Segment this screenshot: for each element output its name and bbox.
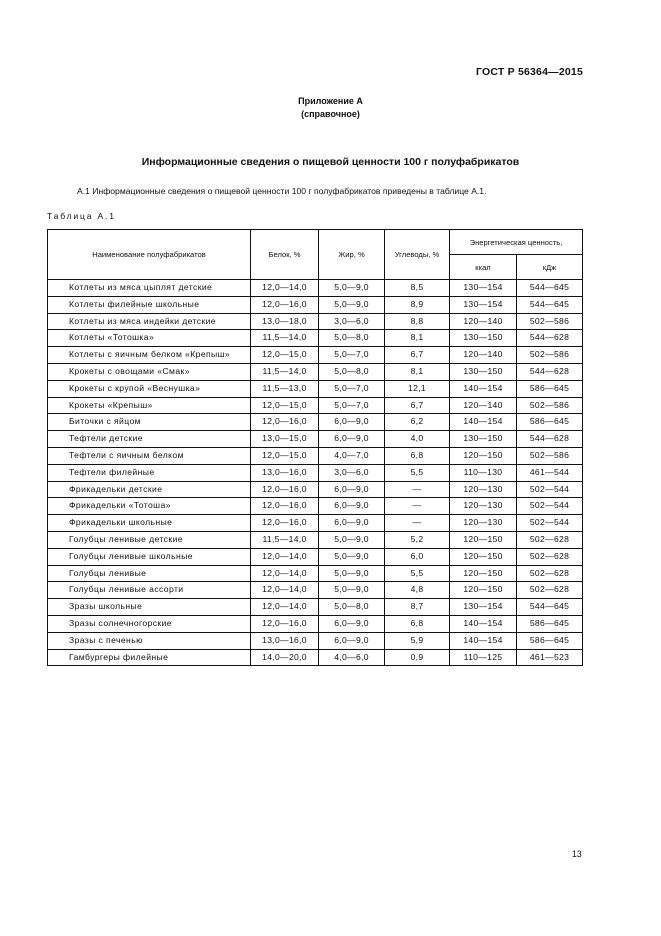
kcal-cell: 130—154 bbox=[450, 280, 517, 297]
table-row bbox=[48, 565, 583, 582]
kj-cell: 544—645 bbox=[517, 280, 583, 297]
product-name: Голубцы ленивые bbox=[48, 565, 251, 582]
fat-cell: 4,0—7,0 bbox=[319, 447, 385, 464]
product-name: Тефтели с яичным белком bbox=[48, 447, 251, 464]
carbs-cell: 6,8 bbox=[385, 615, 450, 632]
fat-cell: 5,0—9,0 bbox=[319, 280, 385, 297]
fat-cell: 5,0—7,0 bbox=[319, 380, 385, 397]
fat-cell: 6,0—9,0 bbox=[319, 481, 385, 498]
kj-cell: 586—645 bbox=[517, 615, 583, 632]
carbs-cell: 6,8 bbox=[385, 447, 450, 464]
protein-cell: 13,0—15,0 bbox=[251, 431, 319, 448]
kj-cell: 586—645 bbox=[517, 414, 583, 431]
header-energy: Энергетическая ценность, bbox=[450, 230, 583, 255]
table-body bbox=[48, 280, 583, 666]
protein-cell: 12,0—14,0 bbox=[251, 582, 319, 599]
table-row bbox=[48, 582, 583, 599]
kj-cell: 544—628 bbox=[517, 330, 583, 347]
kj-cell: 461—523 bbox=[517, 649, 583, 666]
protein-cell: 12,0—14,0 bbox=[251, 599, 319, 616]
product-name: Биточки с яйцом bbox=[48, 414, 251, 431]
header-kj: кДж bbox=[517, 255, 583, 280]
product-name: Зразы школьные bbox=[48, 599, 251, 616]
table-row bbox=[48, 464, 583, 481]
kcal-cell: 120—150 bbox=[450, 447, 517, 464]
product-name: Фрикадельки «Тотоша» bbox=[48, 498, 251, 515]
fat-cell: 5,0—9,0 bbox=[319, 548, 385, 565]
kj-cell: 502—586 bbox=[517, 347, 583, 364]
table-row bbox=[48, 414, 583, 431]
product-name: Зразы с печенью bbox=[48, 632, 251, 649]
product-name: Котлеты с яичным белком «Крепыш» bbox=[48, 347, 251, 364]
kcal-cell: 130—150 bbox=[450, 330, 517, 347]
carbs-cell: 4,8 bbox=[385, 582, 450, 599]
page-number: 13 bbox=[572, 849, 582, 859]
carbs-cell: 6,0 bbox=[385, 548, 450, 565]
product-name: Котлеты «Тотошка» bbox=[48, 330, 251, 347]
table-row bbox=[48, 431, 583, 448]
header-fat: Жир, % bbox=[319, 230, 385, 280]
header-carbs: Углеводы, % bbox=[385, 230, 450, 280]
kcal-cell: 110—130 bbox=[450, 464, 517, 481]
kj-cell: 502—586 bbox=[517, 313, 583, 330]
appendix-title: Приложение А bbox=[298, 96, 363, 106]
fat-cell: 6,0—9,0 bbox=[319, 515, 385, 532]
carbs-cell: 6,7 bbox=[385, 397, 450, 414]
table-row bbox=[48, 380, 583, 397]
kj-cell: 502—628 bbox=[517, 548, 583, 565]
section-title: Информационные сведения о пищевой ценности 100 г полуфабрикатов bbox=[141, 156, 520, 168]
fat-cell: 5,0—9,0 bbox=[319, 531, 385, 548]
table-row bbox=[48, 363, 583, 380]
fat-cell: 3,0—6,0 bbox=[319, 313, 385, 330]
table-row bbox=[48, 649, 583, 666]
table-row bbox=[48, 280, 583, 297]
fat-cell: 5,0—9,0 bbox=[319, 565, 385, 582]
kcal-cell: 120—150 bbox=[450, 582, 517, 599]
standard-designation: ГОСТ Р 56364—2015 bbox=[475, 66, 583, 78]
kj-cell: 544—628 bbox=[517, 363, 583, 380]
kcal-cell: 130—150 bbox=[450, 363, 517, 380]
kj-cell: 502—544 bbox=[517, 481, 583, 498]
protein-cell: 12,0—15,0 bbox=[251, 347, 319, 364]
carbs-cell: 4,0 bbox=[385, 431, 450, 448]
fat-cell: 6,0—9,0 bbox=[319, 414, 385, 431]
header-kcal: ккал bbox=[450, 255, 517, 280]
table-row bbox=[48, 481, 583, 498]
table-row bbox=[48, 632, 583, 649]
carbs-cell: 8,9 bbox=[385, 296, 450, 313]
kcal-cell: 120—150 bbox=[450, 565, 517, 582]
fat-cell: 6,0—9,0 bbox=[319, 498, 385, 515]
table-row bbox=[48, 599, 583, 616]
carbs-cell: 8,8 bbox=[385, 313, 450, 330]
kj-cell: 586—645 bbox=[517, 380, 583, 397]
kcal-cell: 140—154 bbox=[450, 615, 517, 632]
protein-cell: 12,0—14,0 bbox=[251, 548, 319, 565]
protein-cell: 13,0—18,0 bbox=[251, 313, 319, 330]
protein-cell: 11,5—14,0 bbox=[251, 531, 319, 548]
carbs-cell: 8,7 bbox=[385, 599, 450, 616]
product-name: Тефтели детские bbox=[48, 431, 251, 448]
kcal-cell: 140—154 bbox=[450, 632, 517, 649]
carbs-cell: — bbox=[385, 481, 450, 498]
kj-cell: 502—628 bbox=[517, 531, 583, 548]
protein-cell: 13,0—16,0 bbox=[251, 464, 319, 481]
nutrition-table bbox=[47, 229, 583, 666]
product-name: Котлеты из мяса индейки детские bbox=[48, 313, 251, 330]
product-name: Фрикадельки школьные bbox=[48, 515, 251, 532]
table-row bbox=[48, 397, 583, 414]
kj-cell: 502—544 bbox=[517, 515, 583, 532]
carbs-cell: 8,1 bbox=[385, 363, 450, 380]
fat-cell: 5,0—9,0 bbox=[319, 296, 385, 313]
kj-cell: 502—586 bbox=[517, 397, 583, 414]
header-protein: Белок, % bbox=[251, 230, 319, 280]
kj-cell: 461—544 bbox=[517, 464, 583, 481]
kj-cell: 586—645 bbox=[517, 632, 583, 649]
kcal-cell: 120—130 bbox=[450, 481, 517, 498]
kj-cell: 502—628 bbox=[517, 582, 583, 599]
product-name: Голубцы ленивые ассорти bbox=[48, 582, 251, 599]
protein-cell: 12,0—15,0 bbox=[251, 397, 319, 414]
product-name: Голубцы ленивые детские bbox=[48, 531, 251, 548]
table-row bbox=[48, 447, 583, 464]
fat-cell: 6,0—9,0 bbox=[319, 431, 385, 448]
carbs-cell: — bbox=[385, 515, 450, 532]
table-row bbox=[48, 498, 583, 515]
product-name: Котлеты филейные школьные bbox=[48, 296, 251, 313]
protein-cell: 13,0—16,0 bbox=[251, 632, 319, 649]
carbs-cell: 8,5 bbox=[385, 280, 450, 297]
protein-cell: 14,0—20,0 bbox=[251, 649, 319, 666]
kj-cell: 544—645 bbox=[517, 296, 583, 313]
kcal-cell: 140—154 bbox=[450, 414, 517, 431]
fat-cell: 5,0—7,0 bbox=[319, 397, 385, 414]
carbs-cell: 6,7 bbox=[385, 347, 450, 364]
carbs-cell: 5,5 bbox=[385, 565, 450, 582]
carbs-cell: 5,5 bbox=[385, 464, 450, 481]
fat-cell: 5,0—8,0 bbox=[319, 363, 385, 380]
fat-cell: 5,0—9,0 bbox=[319, 582, 385, 599]
kcal-cell: 140—154 bbox=[450, 380, 517, 397]
carbs-cell: 0,9 bbox=[385, 649, 450, 666]
appendix-subtitle: (справочное) bbox=[301, 109, 360, 119]
product-name: Зразы солнечногорские bbox=[48, 615, 251, 632]
kcal-cell: 130—150 bbox=[450, 431, 517, 448]
protein-cell: 11,5—14,0 bbox=[251, 330, 319, 347]
fat-cell: 5,0—8,0 bbox=[319, 599, 385, 616]
protein-cell: 12,0—14,0 bbox=[251, 565, 319, 582]
protein-cell: 12,0—14,0 bbox=[251, 280, 319, 297]
product-name: Голубцы ленивые школьные bbox=[48, 548, 251, 565]
carbs-cell: 12,1 bbox=[385, 380, 450, 397]
protein-cell: 12,0—16,0 bbox=[251, 414, 319, 431]
protein-cell: 12,0—16,0 bbox=[251, 515, 319, 532]
kcal-cell: 120—130 bbox=[450, 498, 517, 515]
kcal-cell: 130—154 bbox=[450, 296, 517, 313]
table-row bbox=[48, 531, 583, 548]
kcal-cell: 120—150 bbox=[450, 531, 517, 548]
kj-cell: 544—645 bbox=[517, 599, 583, 616]
protein-cell: 12,0—16,0 bbox=[251, 615, 319, 632]
carbs-cell: 6,2 bbox=[385, 414, 450, 431]
kcal-cell: 120—140 bbox=[450, 313, 517, 330]
table-row bbox=[48, 330, 583, 347]
table-row bbox=[48, 347, 583, 364]
table-row bbox=[48, 515, 583, 532]
carbs-cell: 8,1 bbox=[385, 330, 450, 347]
table-row bbox=[48, 313, 583, 330]
kcal-cell: 120—140 bbox=[450, 347, 517, 364]
protein-cell: 12,0—16,0 bbox=[251, 296, 319, 313]
product-name: Крокеты с овощами «Смак» bbox=[48, 363, 251, 380]
kj-cell: 502—586 bbox=[517, 447, 583, 464]
table-label: Таблица А.1 bbox=[47, 211, 116, 221]
carbs-cell: 5,9 bbox=[385, 632, 450, 649]
fat-cell: 6,0—9,0 bbox=[319, 632, 385, 649]
product-name: Гамбургеры филейные bbox=[48, 649, 251, 666]
fat-cell: 3,0—6,0 bbox=[319, 464, 385, 481]
protein-cell: 12,0—15,0 bbox=[251, 447, 319, 464]
product-name: Фрикадельки детские bbox=[48, 481, 251, 498]
protein-cell: 12,0—16,0 bbox=[251, 498, 319, 515]
protein-cell: 11,5—14,0 bbox=[251, 363, 319, 380]
kcal-cell: 120—130 bbox=[450, 515, 517, 532]
product-name: Тефтели филейные bbox=[48, 464, 251, 481]
carbs-cell: 5,2 bbox=[385, 531, 450, 548]
intro-paragraph: А.1 Информационные сведения о пищевой ценности 100 г полуфабрикатов приведены в таблице А.1. bbox=[77, 186, 487, 196]
kj-cell: 544—628 bbox=[517, 431, 583, 448]
fat-cell: 6,0—9,0 bbox=[319, 615, 385, 632]
product-name: Крокеты «Крепыш» bbox=[48, 397, 251, 414]
table-row bbox=[48, 548, 583, 565]
protein-cell: 11,5—13,0 bbox=[251, 380, 319, 397]
kcal-cell: 120—150 bbox=[450, 548, 517, 565]
kcal-cell: 130—154 bbox=[450, 599, 517, 616]
header-name: Наименование полуфабрикатов bbox=[48, 230, 251, 280]
kj-cell: 502—628 bbox=[517, 565, 583, 582]
fat-cell: 5,0—7,0 bbox=[319, 347, 385, 364]
fat-cell: 5,0—8,0 bbox=[319, 330, 385, 347]
carbs-cell: — bbox=[385, 498, 450, 515]
kcal-cell: 120—140 bbox=[450, 397, 517, 414]
kj-cell: 502—544 bbox=[517, 498, 583, 515]
protein-cell: 12,0—16,0 bbox=[251, 481, 319, 498]
product-name: Котлеты из мяса цыплят детские bbox=[48, 280, 251, 297]
table-row bbox=[48, 296, 583, 313]
fat-cell: 4,0—6,0 bbox=[319, 649, 385, 666]
kcal-cell: 110—125 bbox=[450, 649, 517, 666]
table-row bbox=[48, 615, 583, 632]
product-name: Крокеты с крупой «Веснушка» bbox=[48, 380, 251, 397]
